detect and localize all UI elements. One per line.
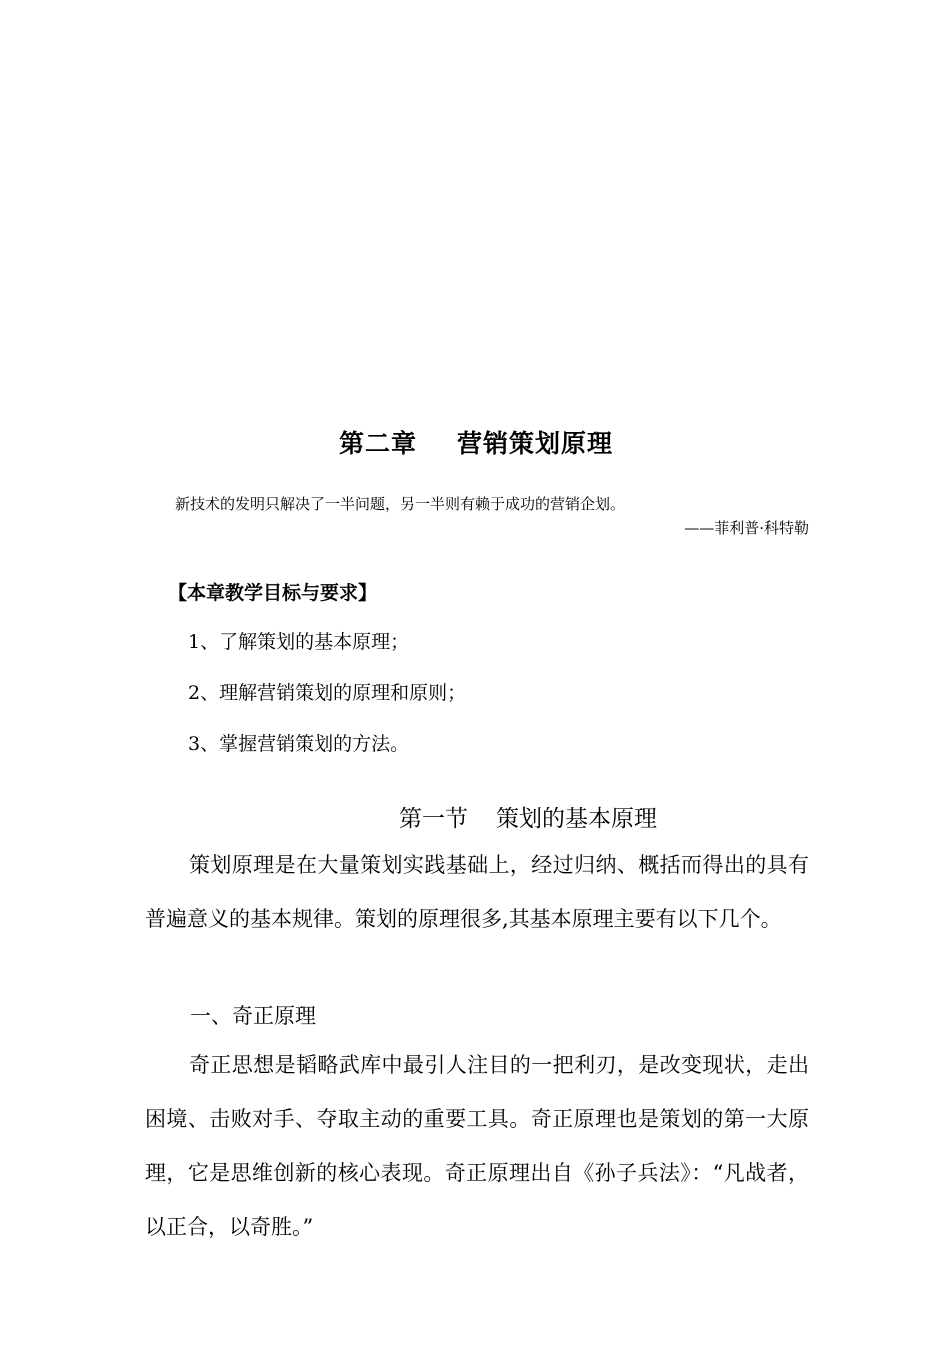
objective-item: 1、了解策划的基本原理； xyxy=(188,631,410,653)
section-name: 策划的基本原理 xyxy=(496,806,657,832)
chapter-name: 营销策划原理 xyxy=(457,429,614,458)
section-title xyxy=(0,800,952,833)
epigraph-quote: 新技术的发明只解决了一半问题，另一半则有赖于成功的营销企划。 xyxy=(175,495,626,513)
subheading: 一、奇正原理 xyxy=(190,1004,316,1028)
chapter-title xyxy=(0,424,952,460)
objectives-heading: 【本章教学目标与要求】 xyxy=(168,582,378,604)
epigraph-attribution: ——菲利普·科特勒 xyxy=(684,519,809,537)
objective-item: 2、理解营销策划的原理和原则； xyxy=(188,682,467,704)
objective-item: 3、掌握营销策划的方法。 xyxy=(188,733,410,755)
section-number: 第一节 xyxy=(399,806,468,832)
intro-paragraph: 策划原理是在大量策划实践基础上，经过归纳、概括而得出的具有普遍意义的基本规律。策划的原理很多,其基本原理主要有以下几个。 xyxy=(145,853,809,931)
chapter-number: 第二章 xyxy=(338,429,417,458)
body-paragraph: 奇正思想是韬略武库中最引人注目的一把利刃，是改变现状，走出困境、击败对手、夺取主动的重要工具。奇正原理也是策划的第一大原理，它是思维创新的核心表现。奇正原理出自《孙子兵法》：“凡战者，以正合，以奇胜。” xyxy=(145,1053,809,1239)
